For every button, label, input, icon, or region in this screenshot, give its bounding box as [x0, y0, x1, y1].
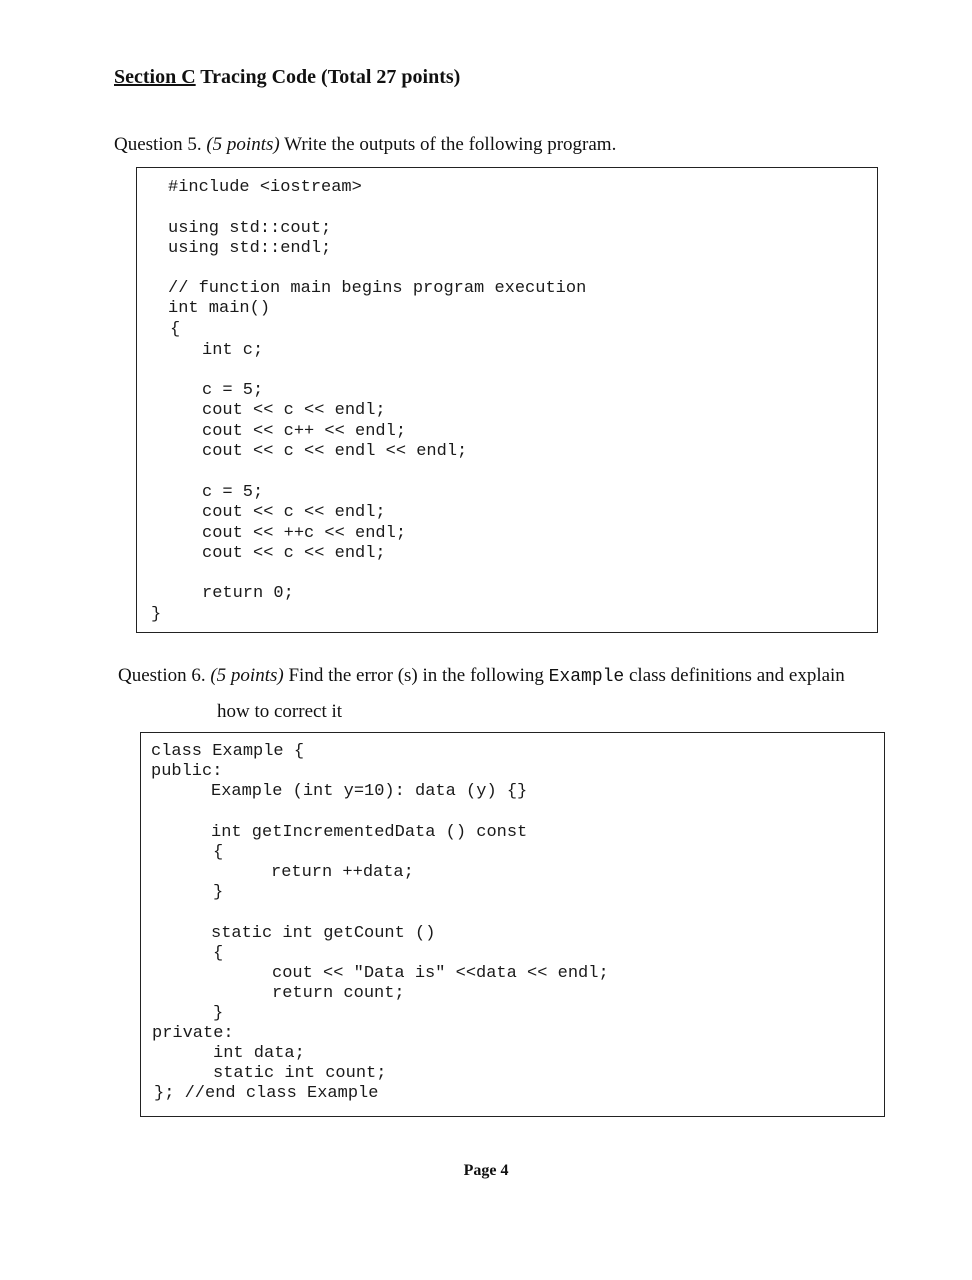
- code-line: cout << c++ << endl;: [202, 422, 407, 441]
- code-line: cout << c << endl;: [202, 503, 386, 522]
- question-5-prompt: [114, 134, 616, 156]
- code-line: int data;: [213, 1044, 305, 1063]
- code-line: }: [151, 605, 162, 624]
- code-line: #include <iostream>: [168, 178, 362, 197]
- code-line: {: [170, 320, 181, 339]
- code-line: return ++data;: [271, 863, 414, 882]
- code-line: public:: [151, 762, 223, 781]
- code-line: class Example {: [151, 742, 305, 761]
- code-line: int main(): [168, 299, 271, 318]
- question-6-text-before: Find the error (s) in the following: [288, 665, 544, 686]
- code-line: }: [213, 1004, 224, 1023]
- code-line: cout << "Data is" <<data << endl;: [272, 964, 609, 983]
- question-6-prompt-line-2: how to correct it: [217, 701, 343, 722]
- code-line: // function main begins program execution: [168, 279, 587, 298]
- question-6-points: (5 points): [210, 665, 284, 686]
- code-line: cout << c << endl;: [202, 401, 386, 420]
- code-line: c = 5;: [202, 483, 264, 502]
- question-6-number: Question 6.: [118, 665, 206, 686]
- code-line: }: [213, 883, 224, 902]
- question-6-class-word: Example: [548, 667, 625, 687]
- question-6-text-after: class definitions and explain: [629, 665, 845, 686]
- section-title: Tracing Code (Total 27 points): [195, 66, 461, 88]
- code-line: int c;: [202, 341, 264, 360]
- code-line: static int getCount (): [211, 924, 436, 943]
- section-label: Section C: [114, 66, 196, 88]
- code-line: }; //end class Example: [154, 1084, 379, 1103]
- question-5-number: Question 5.: [114, 134, 202, 155]
- question-6-code: [141, 733, 609, 1103]
- code-line: {: [213, 944, 224, 963]
- question-6-prompt: [118, 665, 845, 687]
- page-number: Page 4: [463, 1162, 509, 1179]
- code-line: Example (int y=10): data (y) {}: [211, 782, 528, 801]
- question-5-points: (5 points): [206, 134, 280, 155]
- code-line: using std::endl;: [168, 239, 332, 258]
- question-5-text: Write the outputs of the following program.: [284, 134, 617, 155]
- code-line: {: [213, 843, 224, 862]
- code-line: using std::cout;: [168, 219, 332, 238]
- question-6-code-box: [140, 732, 885, 1117]
- code-line: int getIncrementedData () const: [211, 823, 528, 842]
- code-line: return 0;: [202, 584, 294, 603]
- code-line: private:: [152, 1024, 234, 1043]
- code-line: cout << c << endl << endl;: [202, 442, 468, 461]
- code-line: cout << c << endl;: [202, 544, 386, 563]
- code-line: c = 5;: [202, 381, 264, 400]
- question-5-code: [137, 168, 587, 624]
- code-line: cout << ++c << endl;: [202, 524, 407, 543]
- question-5-code-box: [136, 167, 878, 633]
- code-line: return count;: [272, 984, 405, 1003]
- section-heading: [114, 66, 460, 89]
- code-line: static int count;: [213, 1064, 387, 1083]
